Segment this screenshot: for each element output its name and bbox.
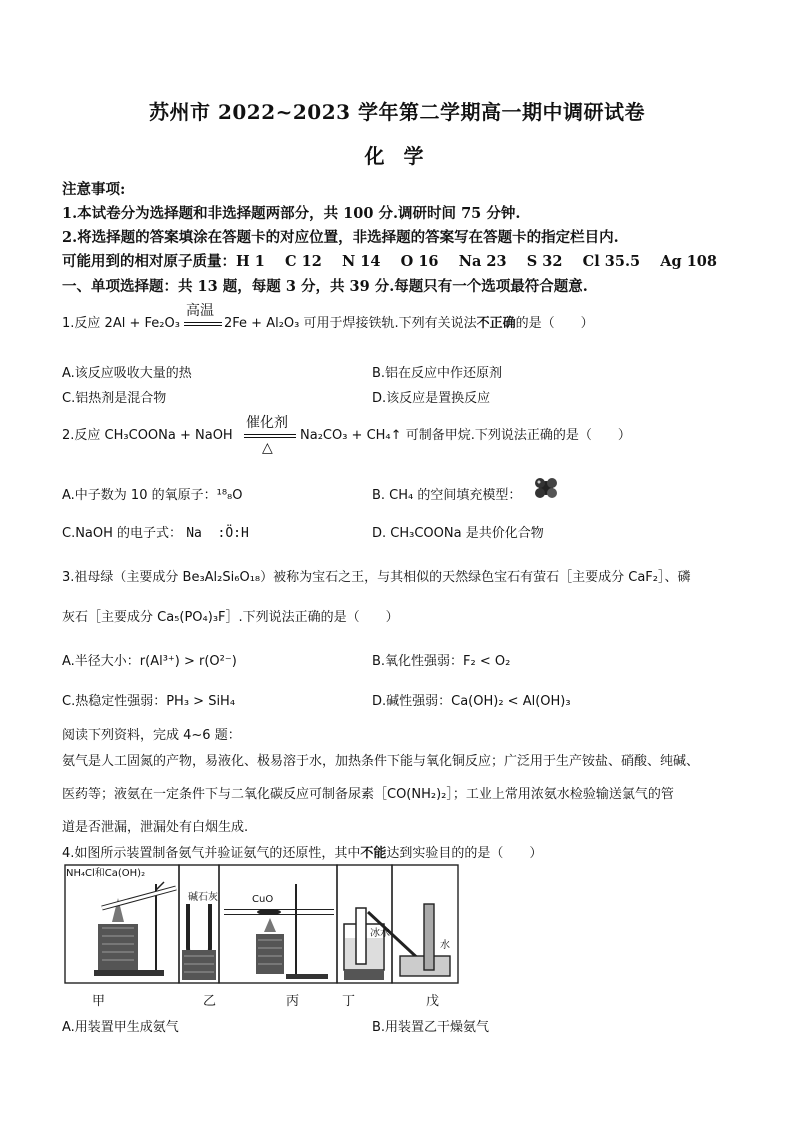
q1-reactants: 2Al + Fe₂O₃ <box>104 316 180 331</box>
apparatus-label-3: 丙 <box>286 994 300 1009</box>
q1-option-c: C.铝热剂是混合物 <box>62 391 167 406</box>
q2-option-b <box>372 484 521 503</box>
question-4 <box>62 842 542 861</box>
q4-option-b: B.用装置乙干燥氨气 <box>372 1020 490 1035</box>
question-1-rest <box>224 316 594 332</box>
page-title: 苏州市 2022~2023 学年第二学期高一期中调研试卷 <box>148 100 645 124</box>
q2-condition-bottom: △ <box>262 440 273 456</box>
q1-equals-sign <box>184 322 222 326</box>
q4-suffix: 达到实验目的的是（ ） <box>386 846 543 861</box>
q2-prefix: 2.反应 <box>62 428 101 443</box>
notes-item-2: 2.将选择题的答案填涂在答题卡的对应位置，非选择题的答案写在答题卡的指定栏目内. <box>62 229 619 246</box>
fig-ice-water-label: 冰水 <box>370 928 390 939</box>
q2-option-c <box>62 522 249 541</box>
section-1-heading: 一、单项选择题：共 13 题，每题 3 分，共 39 分.每题只有一个选项最符合题意. <box>62 278 588 295</box>
subject-title: 化 学 <box>364 144 430 168</box>
q2-option-b-text: B. CH₄ 的空间填充模型： <box>372 488 522 503</box>
reading-line-3: 道是否泄漏，泄漏处有白烟生成. <box>62 820 249 835</box>
q1-tail: 的是（ ） <box>515 316 594 331</box>
q1-option-d: D.该反应是置换反应 <box>372 391 491 406</box>
q2-option-d: D. CH₃COONa 是共价化合物 <box>372 526 544 541</box>
q4-emph: 不能 <box>360 846 387 861</box>
q2-condition-top: 催化剂 <box>246 415 288 431</box>
notes-item-1: 1.本试卷分为选择题和非选择题两部分，共 100 分.调研时间 75 分钟. <box>62 205 521 222</box>
q3-option-b: B.氧化性强弱：F₂ < O₂ <box>372 654 511 669</box>
fig-reagent-label: NH₄Cl和Ca(OH)₂ <box>66 868 146 879</box>
q2-option-a-text: A.中子数为 10 的氧原子： <box>62 488 217 503</box>
apparatus-figure <box>64 864 460 986</box>
apparatus-label-1: 甲 <box>92 994 106 1009</box>
q2-products: Na₂CO₃ + CH₄↑ <box>300 428 402 443</box>
reading-intro: 阅读下列资料，完成 4~6 题： <box>62 728 241 743</box>
q2-reactants: CH₃COONa + NaOH <box>104 428 233 443</box>
apparatus-label-4: 丁 <box>342 994 356 1009</box>
q2-suffix: 可制备甲烷.下列说法正确的是（ ） <box>405 428 631 443</box>
fig-cuo-label: CuO <box>252 894 274 905</box>
q2-option-c-text: C.NaOH 的电子式： <box>62 526 183 541</box>
q2-equals-sign <box>244 434 296 438</box>
q2-option-a <box>62 484 242 503</box>
q2-oxygen-symbol: ¹⁸₈O <box>216 488 243 503</box>
q1-suffix: 可用于焊接铁轨.下列有关说法 <box>303 316 477 331</box>
apparatus-label-5: 戊 <box>426 994 440 1009</box>
methane-space-filling-model-icon <box>532 474 560 500</box>
q3-line-2: 灰石［主要成分 Ca₅(PO₄)₃F］.下列说法正确的是（ ） <box>62 610 399 625</box>
q1-emph: 不正确 <box>476 316 516 331</box>
q3-line-1: 3.祖母绿（主要成分 Be₃Al₂Si₆O₁₈）被称为宝石之王，与其相似的天然绿色宝石有萤石［主要成分 CaF₂］、磷 <box>62 570 691 585</box>
q1-option-a: A.该反应吸收大量的热 <box>62 366 192 381</box>
q3-option-d: D.碱性强弱：Ca(OH)₂ < Al(OH)₃ <box>372 694 571 709</box>
reading-line-2: 医药等；液氨在一定条件下与二氧化碳反应可制备尿素［CO(NH₂)₂］；工业上常用浓氨水检验输送氯气的管 <box>62 787 674 802</box>
notes-heading: 注意事项: <box>62 181 126 198</box>
q1-option-b: B.铝在反应中作还原剂 <box>372 366 503 381</box>
q4-option-a: A.用装置甲生成氨气 <box>62 1020 179 1035</box>
q3-option-a: A.半径大小：r(Al³⁺) > r(O²⁻) <box>62 654 237 669</box>
reading-line-1: 氨气是人工固氮的产物，易液化、极易溶于水，加热条件下能与氧化铜反应；广泛用于生产铵盐、硝酸、纯碱、 <box>62 754 700 769</box>
q2-electron-formula: Na :Ö:H <box>186 526 249 541</box>
apparatus-label-2: 乙 <box>203 994 217 1009</box>
q1-prefix: 1.反应 <box>62 316 101 331</box>
question-2 <box>62 428 233 444</box>
question-1 <box>62 316 180 332</box>
q4-prefix: 4.如图所示装置制备氨气并验证氨气的还原性，其中 <box>62 846 361 861</box>
q3-option-c: C.热稳定性强弱：PH₃ > SiH₄ <box>62 694 236 709</box>
atomic-masses: 可能用到的相对原子质量：H 1 C 12 N 14 O 16 Na 23 S 32 Cl 35.5 Ag 108 <box>62 253 717 270</box>
q1-products: 2Fe + Al₂O₃ <box>224 316 300 331</box>
fig-soda-lime-label: 碱石灰 <box>188 892 218 903</box>
q1-condition: 高温 <box>186 303 214 319</box>
fig-water-label: 水 <box>440 940 450 951</box>
question-2-rest <box>300 428 631 444</box>
